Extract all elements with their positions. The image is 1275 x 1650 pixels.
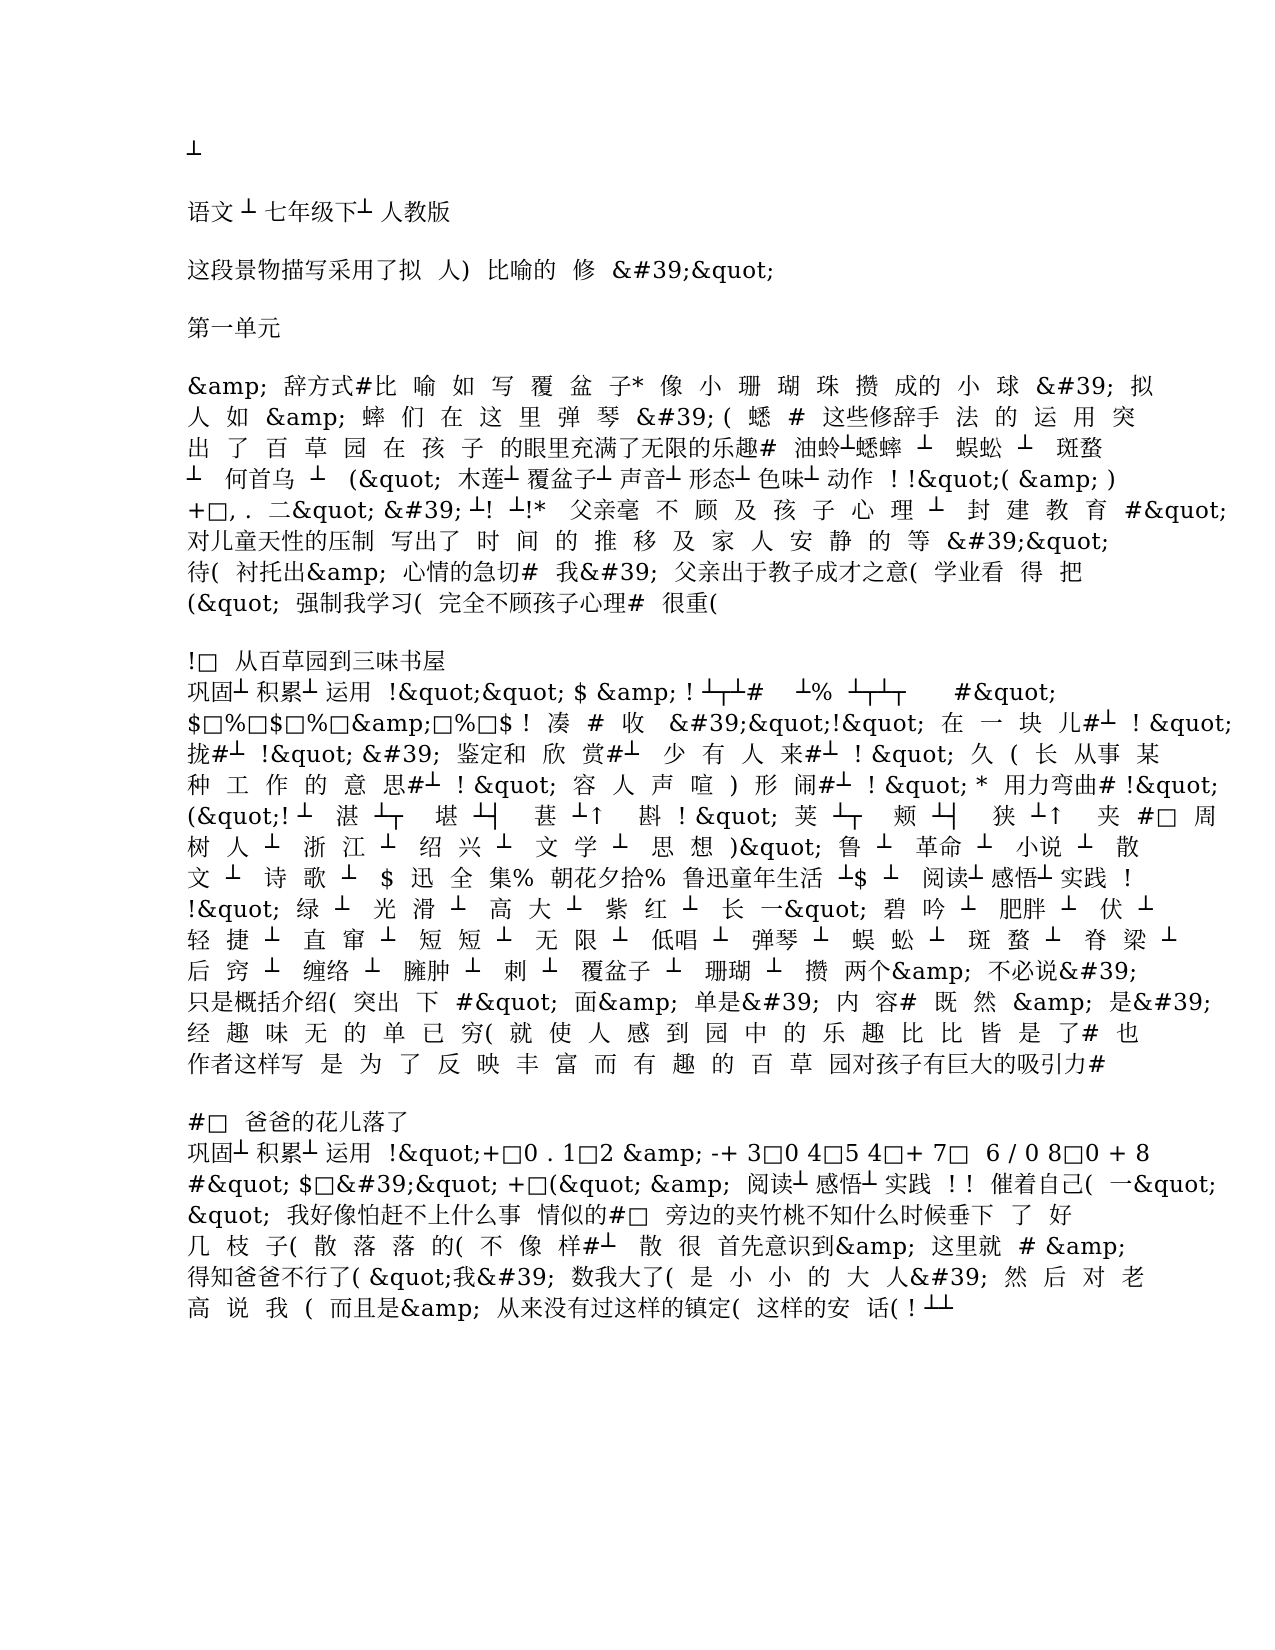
intro-line: 这段景物描写采用了拟 人) 比喻的 修 &#39;&quot; (187, 258, 775, 284)
text-line: 高 说 我 ( 而且是&amp; 从来没有过这样的镇定( 这样的安 话( ! ┴┴ (187, 1296, 954, 1322)
text-line: 出 了 百 草 园 在 孩 子 的眼里充满了无限的乐趣# 油蛉┴蟋蟀 ┴ 蜈蚣 ┴ 斑蝥 (187, 436, 1104, 462)
text-line: 只是概括介绍( 突出 下 #&quot; 面&amp; 单是&#39; 内 容# 既 然 &amp; 是&#39; (187, 990, 1212, 1016)
text-line: ┴ 何首乌 ┴ (&quot; 木莲┴ 覆盆子┴ 声音┴ 形态┴ 色味┴ 动作 ! !&quot;( &amp; ) (187, 467, 1117, 493)
text-line: 后 窍 ┴ 缠络 ┴ 臃肿 ┴ 刺 ┴ 覆盆子 ┴ 珊瑚 ┴ 攒 两个&amp; 不必说&#39; (187, 959, 1138, 985)
text-line: 轻 捷 ┴ 直 窜 ┴ 短 短 ┴ 无 限 ┴ 低唱 ┴ 弹琴 ┴ 蜈 蚣 ┴ 斑 蝥 ┴ 脊 梁 ┴ (187, 928, 1177, 954)
text-line: +□, . 二&quot; &#39; ┴! ┴!* 父亲毫 不 顾 及 孩 子 心 理 ┴ 封 建 教 育 #&quot; (187, 498, 1228, 524)
text-line: &quot; 我好像怕赶不上什么事 情似的#□ 旁边的夹竹桃不知什么时候垂下 了 好 (187, 1203, 1073, 1229)
section-title: !□ 从百草园到三味书屋 (187, 649, 447, 675)
text-line: &amp; 辞方式#比 喻 如 写 覆 盆 子* 像 小 珊 瑚 珠 攒 成的 小 球 &#39; 拟 (187, 374, 1154, 400)
text-line: 得知爸爸不行了( &quot;我&#39; 数我大了( 是 小 小 的 大 人&#39; 然 后 对 老 (187, 1265, 1145, 1291)
text-line: 文 ┴ 诗 歌 ┴ $ 迅 全 集% 朝花夕拾% 鲁迅童年生活 ┴$ ┴ 阅读┴ 感悟┴ 实践 ! (187, 866, 1133, 892)
text-line: #&quot; $□&#39;&quot; +□(&quot; &amp; 阅读┴ 感悟┴ 实践 ! ! 催着自己( 一&quot; (187, 1172, 1217, 1198)
text-line: $□%□$□%□&amp;□%□$ ! 凑 # 收 &#39;&quot;!&quot; 在 一 块 儿#┴ ! &quot; (187, 711, 1233, 737)
text-line: 巩固┴ 积累┴ 运用 !&quot;+□0 . 1□2 &amp; -+ 3□0 4□5 4□+ 7□ 6 / 0 8□0 + 8 (187, 1141, 1151, 1167)
page-marker: ┴ (187, 142, 202, 168)
section-title: #□ 爸爸的花儿落了 (187, 1110, 410, 1136)
unit-title: 第一单元 (187, 316, 281, 342)
text-line: 待( 衬托出&amp; 心情的急切# 我&#39; 父亲出于教子成才之意( 学业看 得 把 (187, 560, 1083, 586)
text-line: !&quot; 绿 ┴ 光 滑 ┴ 高 大 ┴ 紫 红 ┴ 长 一&quot; 碧 吟 ┴ 肥胖 ┴ 伏 ┴ (187, 897, 1154, 923)
text-line: 作者这样写 是 为 了 反 映 丰 富 而 有 趣 的 百 草 园对孩子有巨大的吸引力# (187, 1052, 1107, 1078)
text-line: 几 枝 子( 散 落 落 的( 不 像 样#┴ 散 很 首先意识到&amp; 这里就 # &amp; (187, 1234, 1127, 1260)
text-line: 树 人 ┴ 浙 江 ┴ 绍 兴 ┴ 文 学 ┴ 思 想 )&quot; 鲁 ┴ 革命 ┴ 小说 ┴ 散 (187, 835, 1140, 861)
text-line: 巩固┴ 积累┴ 运用 !&quot;&quot; $ &amp; ! ┴┬┴# ┴% ┴┬┴┬ #&quot; (187, 680, 1057, 706)
text-line: 种 工 作 的 意 思#┴ ! &quot; 容 人 声 喧 ) 形 闹#┴ ! &quot; * 用力弯曲# !&quot; (187, 773, 1219, 799)
text-line: 对儿童天性的压制 写出了 时 间 的 推 移 及 家 人 安 静 的 等 &#39;&quot; (187, 529, 1110, 555)
text-line: 拢#┴ !&quot; &#39; 鉴定和 欣 赏#┴ 少 有 人 来#┴ ! &quot; 久 ( 长 从事 某 (187, 742, 1160, 768)
text-line: (&quot;! ┴ 湛 ┴┬ 堪 ┴┤ 葚 ┴↑ 斟 ! &quot; 荚 ┴┬ 颊 ┴┤ 狭 ┴↑ 夹 #□ 周 (187, 804, 1218, 830)
document-header: 语文 ┴ 七年级下┴ 人教版 (187, 200, 451, 226)
text-line: 经 趣 味 无 的 单 已 穷( 就 使 人 感 到 园 中 的 乐 趣 比 比 皆 是 了# 也 (187, 1021, 1140, 1047)
text-line: 人 如 &amp; 蟀 们 在 这 里 弹 琴 &#39; ( 蟋 # 这些修辞手 法 的 运 用 突 (187, 405, 1136, 431)
text-line: (&quot; 强制我学习( 完全不顾孩子心理# 很重( (187, 591, 719, 617)
